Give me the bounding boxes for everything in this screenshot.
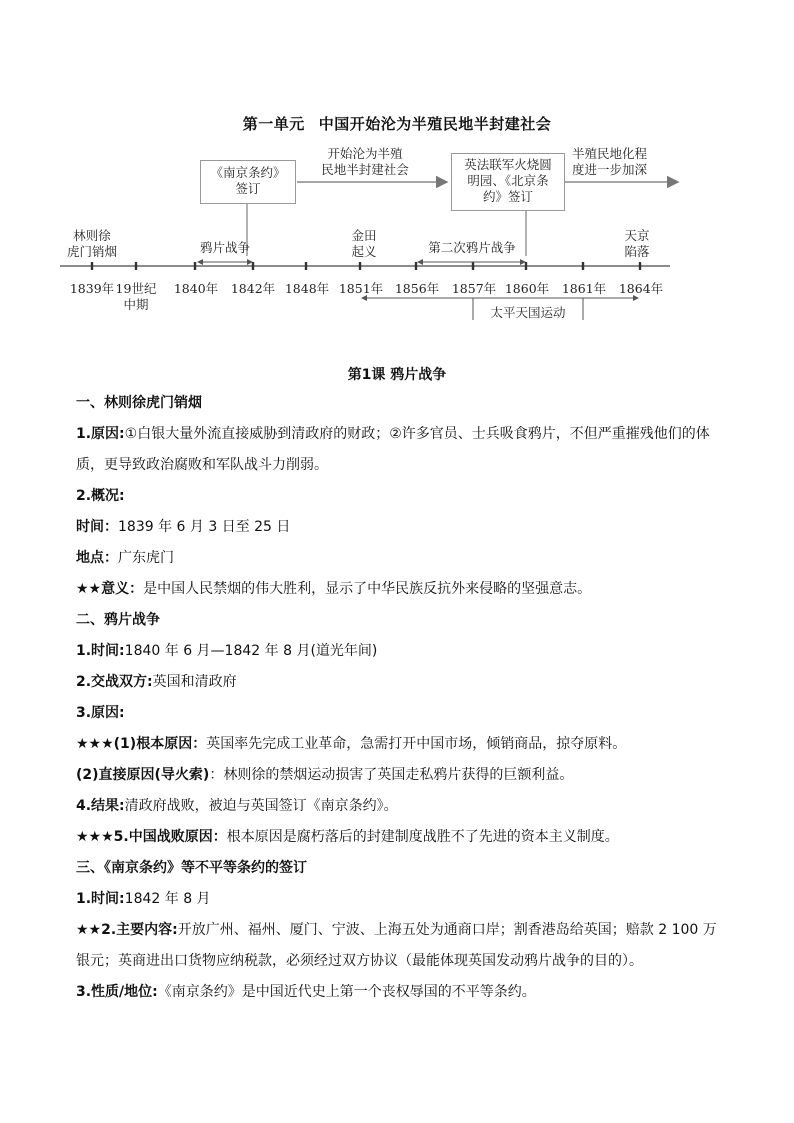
s1-overview: 2.概况:	[76, 488, 125, 504]
year-1856: 1856年	[394, 281, 440, 296]
year-1840: 1840年	[173, 281, 219, 296]
s2-defeat: ★★★5.中国战败原因：根本原因是腐朽落后的封建制度战胜不了先进的资本主义制度。	[76, 829, 619, 845]
year-1839: 1839年	[69, 281, 115, 296]
s3-content: ★★2.主要内容:开放广州、福州、厦门、宁波、上海五处为通商口岸；割香港岛给英国；赔款 2 100 万银元；英商进出口货物应纳税款，必须经过双方协议（最能体现英国发动鸦片战争的目的）。	[76, 922, 717, 969]
taiping-movement-label: 太平天国运动	[490, 305, 566, 320]
s3-time: 1.时间:1842 年 8 月	[76, 891, 211, 907]
arrow1-label: 开始沦为半殖 民地半封建社会	[321, 146, 409, 177]
year-1864: 1864年	[618, 281, 664, 296]
year-1848: 1848年	[284, 281, 330, 296]
s2-direct: (2)直接原因(导火索)：林则徐的禁烟运动损害了英国走私鸦片获得的巨额利益。	[76, 767, 574, 783]
section-1-title: 一、林则徐虎门销烟	[76, 395, 202, 411]
section-3-title: 三、《南京条约》等不平等条约的签订	[76, 860, 307, 876]
s2-sides: 2.交战双方:英国和清政府	[76, 674, 237, 690]
event-opium-war: 鸦片战争	[199, 240, 250, 255]
year-1842: 1842年	[230, 281, 276, 296]
year-1861: 1861年	[561, 281, 607, 296]
year-19c: 19世纪 中期	[115, 281, 157, 312]
year-1851: 1851年	[338, 281, 384, 296]
unit-name: 中国开始沦为半殖民地半封建社会	[318, 115, 552, 133]
treaty-nanjing-box	[200, 160, 296, 204]
event-lin-zexu: 林则徐 虎门销烟	[66, 228, 117, 259]
year-1857: 1857年	[451, 281, 497, 296]
year-1860: 1860年	[504, 281, 550, 296]
lesson-title: 第1课 鸦片战争	[347, 367, 447, 383]
s2-result: 4.结果:清政府战败，被迫与英国签订《南京条约》。	[76, 798, 398, 814]
s2-cause: 3.原因:	[76, 705, 125, 721]
treaty-beijing-box: 英法联军火烧圆 明园、《北京条 约》签订	[451, 153, 565, 211]
s1-place: 地点：广东虎门	[76, 550, 174, 566]
lesson-body	[76, 388, 726, 1008]
s3-nature: 3.性质/地位:《南京条约》是中国近代史上第一个丧权辱国的不平等条约。	[76, 984, 536, 1000]
box1-line2: 签订	[235, 181, 261, 196]
s2-time: 1.时间:1840 年 6 月—1842 年 8 月(道光年间)	[76, 643, 378, 659]
event-jintian: 金田 起义	[351, 228, 377, 259]
event-tianjing-fall: 天京 陷落	[624, 228, 650, 259]
unit-number: 第一单元	[242, 115, 305, 133]
s1-time: 时间：1839 年 6 月 3 日至 25 日	[76, 519, 291, 535]
section-2-title: 二、鸦片战争	[76, 612, 160, 628]
arrow2-label: 半殖民地化程 度进一步加深	[572, 146, 648, 177]
box1-line1: 《南京条约》	[210, 165, 286, 180]
s1-meaning: ★★意义：是中国人民禁烟的伟大胜利，显示了中华民族反抗外来侵略的坚强意志。	[76, 581, 592, 597]
s2-root: ★★★(1)根本原因：英国率先完成工业革命，急需打开中国市场，倾销商品，掠夺原料。	[76, 736, 627, 752]
s1-reason: 1.原因:①白银大量外流直接威胁到清政府的财政；②许多官员、士兵吸食鸦片，不但严重摧残他们的体质，更导致政治腐败和军队战斗力削弱。	[76, 426, 710, 473]
event-second-opium-war: 第二次鸦片战争	[428, 240, 516, 255]
